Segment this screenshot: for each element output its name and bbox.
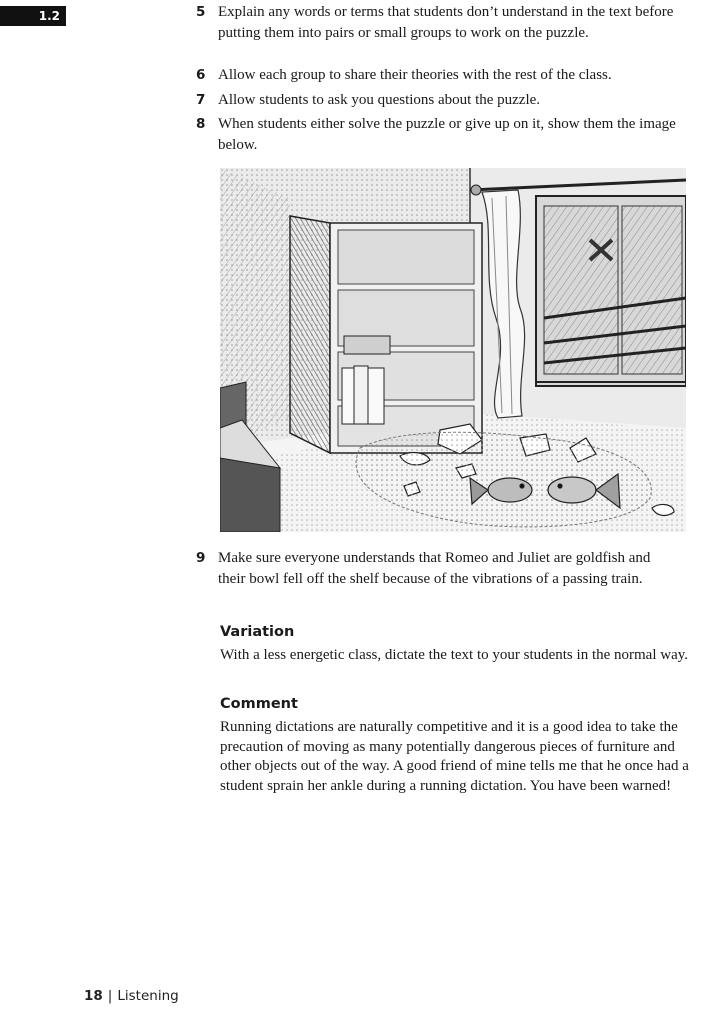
step-text: When students either solve the puzzle or give up on it, show them the image below.: [218, 116, 676, 153]
page-footer: [84, 986, 179, 1006]
footer-separator: |: [107, 988, 113, 1004]
window: [536, 196, 686, 386]
step-number: 5: [196, 4, 206, 20]
variation-heading: Variation: [220, 624, 295, 640]
step-number: 8: [196, 116, 206, 132]
section-tab: 1.2: [0, 6, 66, 26]
step-text: Explain any words or terms that students don’t understand in the text before putting them into pairs or small groups to work on the puzzle.: [218, 4, 674, 41]
step-text: Make sure everyone understands that Romeo and Juliet are goldfish and their bowl fell off the shelf because of the vibrations of a passing train.: [218, 550, 651, 587]
step-7: [196, 90, 678, 111]
comment-text: Running dictations are naturally competitive and it is a good idea to take the precaution of moving as many potentially dangerous pieces of furniture and other objects out of the way. A good friend of mine tells me that he once had a student sprain her ankle during a running dictation. You have been warned!: [220, 719, 689, 795]
step-number: 6: [196, 67, 206, 83]
step-number: 7: [196, 92, 206, 108]
page-number: 18: [84, 988, 103, 1004]
comment-heading: Comment: [220, 696, 298, 712]
room-illustration: [220, 168, 686, 532]
variation-text: With a less energetic class, dictate the text to your students in the normal way.: [220, 647, 689, 663]
step-number: 9: [196, 550, 206, 566]
section-name: Listening: [117, 988, 179, 1004]
step-text: Allow students to ask you questions about the puzzle.: [218, 92, 541, 108]
bookshelf: [290, 216, 482, 453]
step-5: [196, 2, 678, 43]
step-9: [196, 548, 678, 589]
step-6: [196, 65, 678, 86]
step-8: [196, 114, 678, 155]
step-text: Allow each group to share their theories with the rest of the class.: [218, 67, 612, 83]
